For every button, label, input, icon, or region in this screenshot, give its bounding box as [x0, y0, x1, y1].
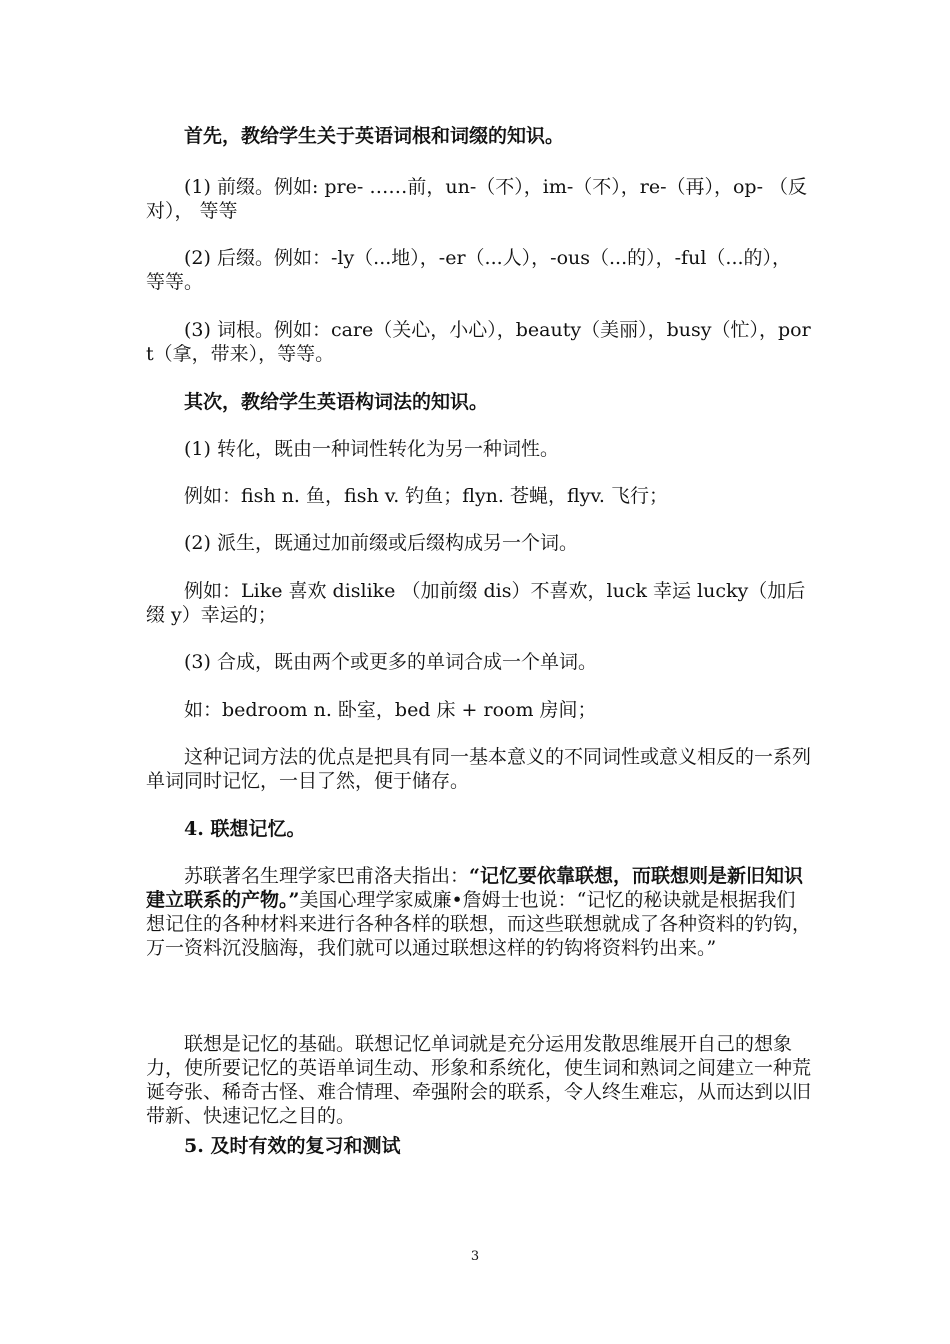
heading-review-testing: 5. 及时有效的复习和测试: [184, 1135, 401, 1157]
pavlov-quote: “记忆要依靠联想，而联想则是新旧知识建立联系的产物。”: [146, 865, 803, 911]
heading-roots-affixes: 首先，教给学生关于英语词根和词缀的知识。: [184, 125, 565, 147]
paragraph-root: (3) 词根。例如：care（关心，小心），beauty（美丽），busy（忙），port（拿，带来），等等。: [146, 319, 811, 365]
paragraph-suffix: (2) 后缀。例如：-ly（...地），-er（...人），-ous（...的），-ful（...的）， 等等。: [146, 247, 792, 293]
heading-word-formation: 其次，教给学生英语构词法的知识。: [184, 391, 489, 413]
paragraph-derivation: (2) 派生，既通过加前缀或后缀构成另一个词。: [184, 532, 578, 554]
paragraph-conversion-example: 例如：fish n. 鱼，fish v. 钓鱼；flyn. 苍蝇，flyv. 飞行；: [184, 485, 668, 507]
page-number: 3: [470, 1249, 480, 1264]
paragraph-conversion: (1) 转化，既由一种词性转化为另一种词性。: [184, 438, 559, 460]
paragraph-compounding-example: 如：bedroom n. 卧室，bed 床 + room 房间；: [184, 699, 597, 721]
paragraph-derivation-example: 例如：Like 喜欢 dislike （加前缀 dis）不喜欢，luck 幸运 lucky（加后缀 y）幸运的；: [146, 580, 806, 626]
paragraph-prefix: (1) 前缀。例如: pre- ……前，un-（不），im-（不），re-（再），op- （反对）， 等等: [146, 176, 808, 222]
paragraph-association-basis: 联想是记忆的基础。联想记忆单词就是充分运用发散思维展开自己的想象力，使所要记忆的英语单词生动、形象和系统化，使生词和熟词之间建立一种荒诞夸张、稀奇古怪、难合情理、牵强附会的联系，令人终生难忘，从而达到以旧带新、快速记忆之目的。: [146, 1033, 812, 1127]
paragraph-compounding: (3) 合成，既由两个或更多的单词合成一个单词。: [184, 651, 597, 673]
paragraph-method-advantage: 这种记词方法的优点是把具有同一基本意义的不同词性或意义相反的一系列单词同时记忆，一目了然，便于储存。: [146, 746, 812, 792]
james-quote: 美国心理学家威廉•詹姆士也说：“记忆的秘诀就是根据我们想记住的各种材料来进行各种各样的联想，而这些联想就成了各种资料的钓钩，万一资料沉没脑海，我们就可以通过联想这样的钓钩将资料钓出来。”: [146, 889, 812, 959]
pavlov-intro: 苏联著名生理学家巴甫洛夫指出：: [184, 865, 470, 887]
paragraph-pavlov-quote: [146, 864, 814, 960]
heading-association-memory: 4. 联想记忆。: [184, 818, 306, 840]
